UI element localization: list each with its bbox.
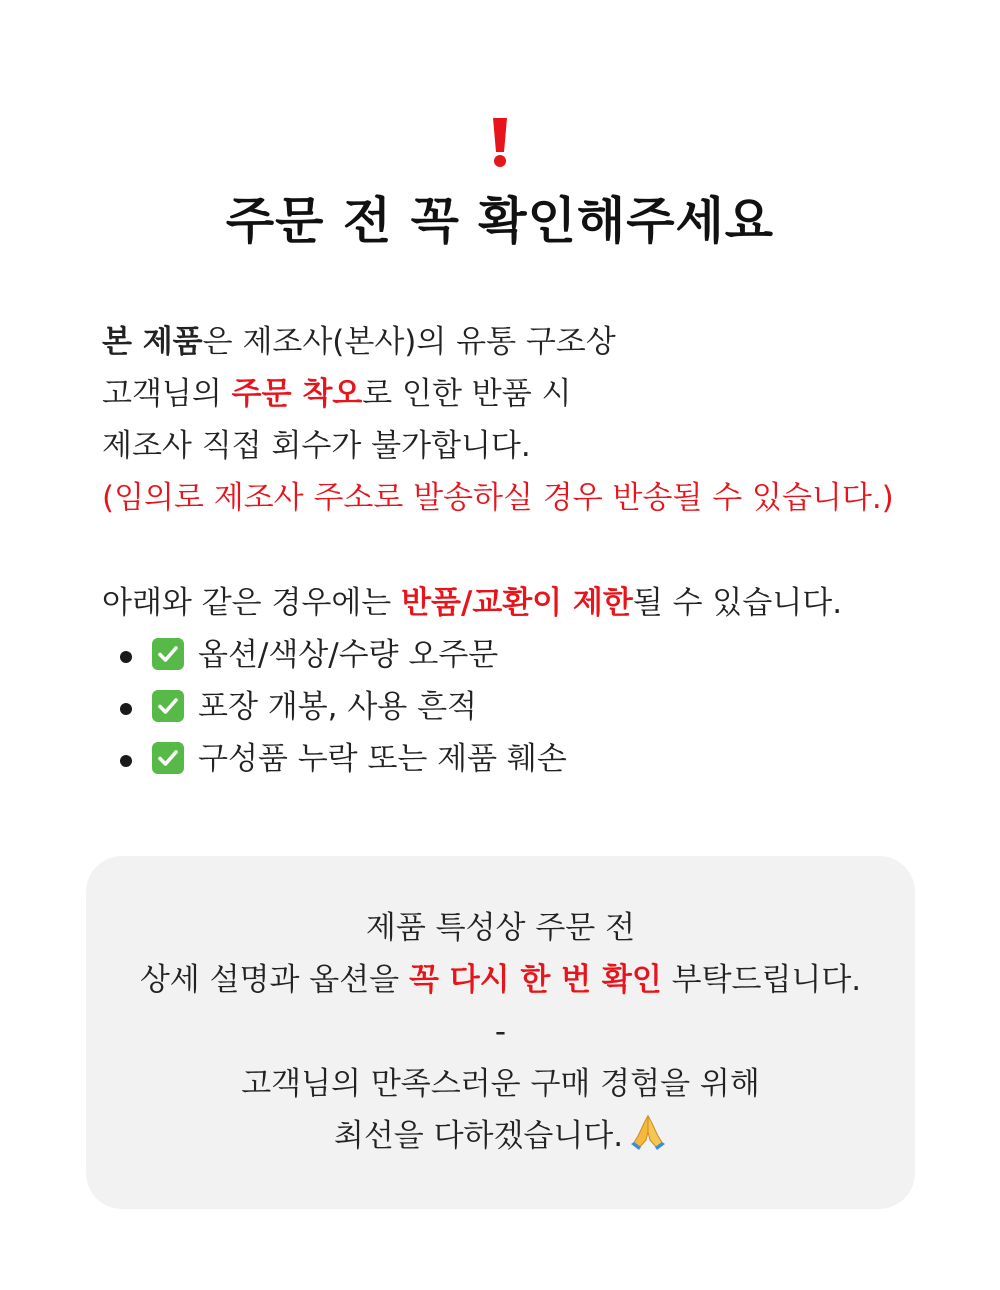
policy-warning: (임의로 제조사 주소로 발송하실 경우 반송될 수 있습니다.) xyxy=(102,480,894,516)
policy-line-1-text: 은 제조사(본사)의 유통 구조상 xyxy=(202,324,616,360)
list-item xyxy=(102,681,962,733)
note-line-1: 제품 특성상 주문 전 xyxy=(365,910,636,946)
note-line-3: 고객님의 만족스러운 구매 경험을 위해 xyxy=(241,1066,760,1102)
bullet-icon xyxy=(120,651,132,663)
list-item xyxy=(102,733,962,785)
note-text xyxy=(86,902,915,1166)
policy-line-1 xyxy=(102,316,962,368)
check-mark-button-icon xyxy=(152,690,184,722)
list-item-text: 구성품 누락 또는 제품 훼손 xyxy=(198,741,567,777)
bullet-icon xyxy=(120,755,132,767)
exclamation-icon xyxy=(0,118,1000,172)
policy-line-2-prefix: 고객님의 xyxy=(102,376,232,412)
list-item-text: 포장 개봉, 사용 흔적 xyxy=(198,689,477,725)
restriction-section xyxy=(102,577,962,785)
restriction-list xyxy=(102,629,962,785)
note-divider: - xyxy=(494,1014,507,1050)
note-line-4-text: 최선을 다하겠습니다. xyxy=(333,1118,624,1154)
restriction-intro-prefix: 아래와 같은 경우에는 xyxy=(102,585,402,621)
restriction-highlight: 반품/교환이 제한 xyxy=(401,585,633,621)
note-line-2-suffix: 부탁드립니다. xyxy=(661,962,862,998)
page-title: 주문 전 꼭 확인해주세요 xyxy=(225,192,775,250)
list-item xyxy=(102,629,962,681)
restriction-intro-suffix: 될 수 있습니다. xyxy=(632,585,843,621)
policy-line-2 xyxy=(102,368,962,420)
note-line-2 xyxy=(86,954,915,1006)
folded-hands-icon xyxy=(629,1114,667,1166)
recheck-highlight: 꼭 다시 한 번 확인 xyxy=(408,962,662,998)
note-line-2-prefix: 상세 설명과 옵션을 xyxy=(139,962,409,998)
list-item-text: 옵션/색상/수량 오주문 xyxy=(198,637,499,673)
bullet-icon xyxy=(120,703,132,715)
product-label: 본 제품 xyxy=(102,324,203,360)
restriction-intro xyxy=(102,577,962,629)
policy-line-2-suffix: 로 인한 반품 시 xyxy=(362,376,572,412)
check-mark-button-icon xyxy=(152,742,184,774)
return-policy-paragraph xyxy=(102,316,962,524)
note-line-4 xyxy=(86,1110,915,1166)
confirmation-note-box xyxy=(86,856,915,1209)
order-mistake-highlight: 주문 착오 xyxy=(231,376,363,412)
policy-line-3: 제조사 직접 회수가 불가합니다. xyxy=(102,428,531,464)
check-mark-button-icon xyxy=(152,638,184,670)
